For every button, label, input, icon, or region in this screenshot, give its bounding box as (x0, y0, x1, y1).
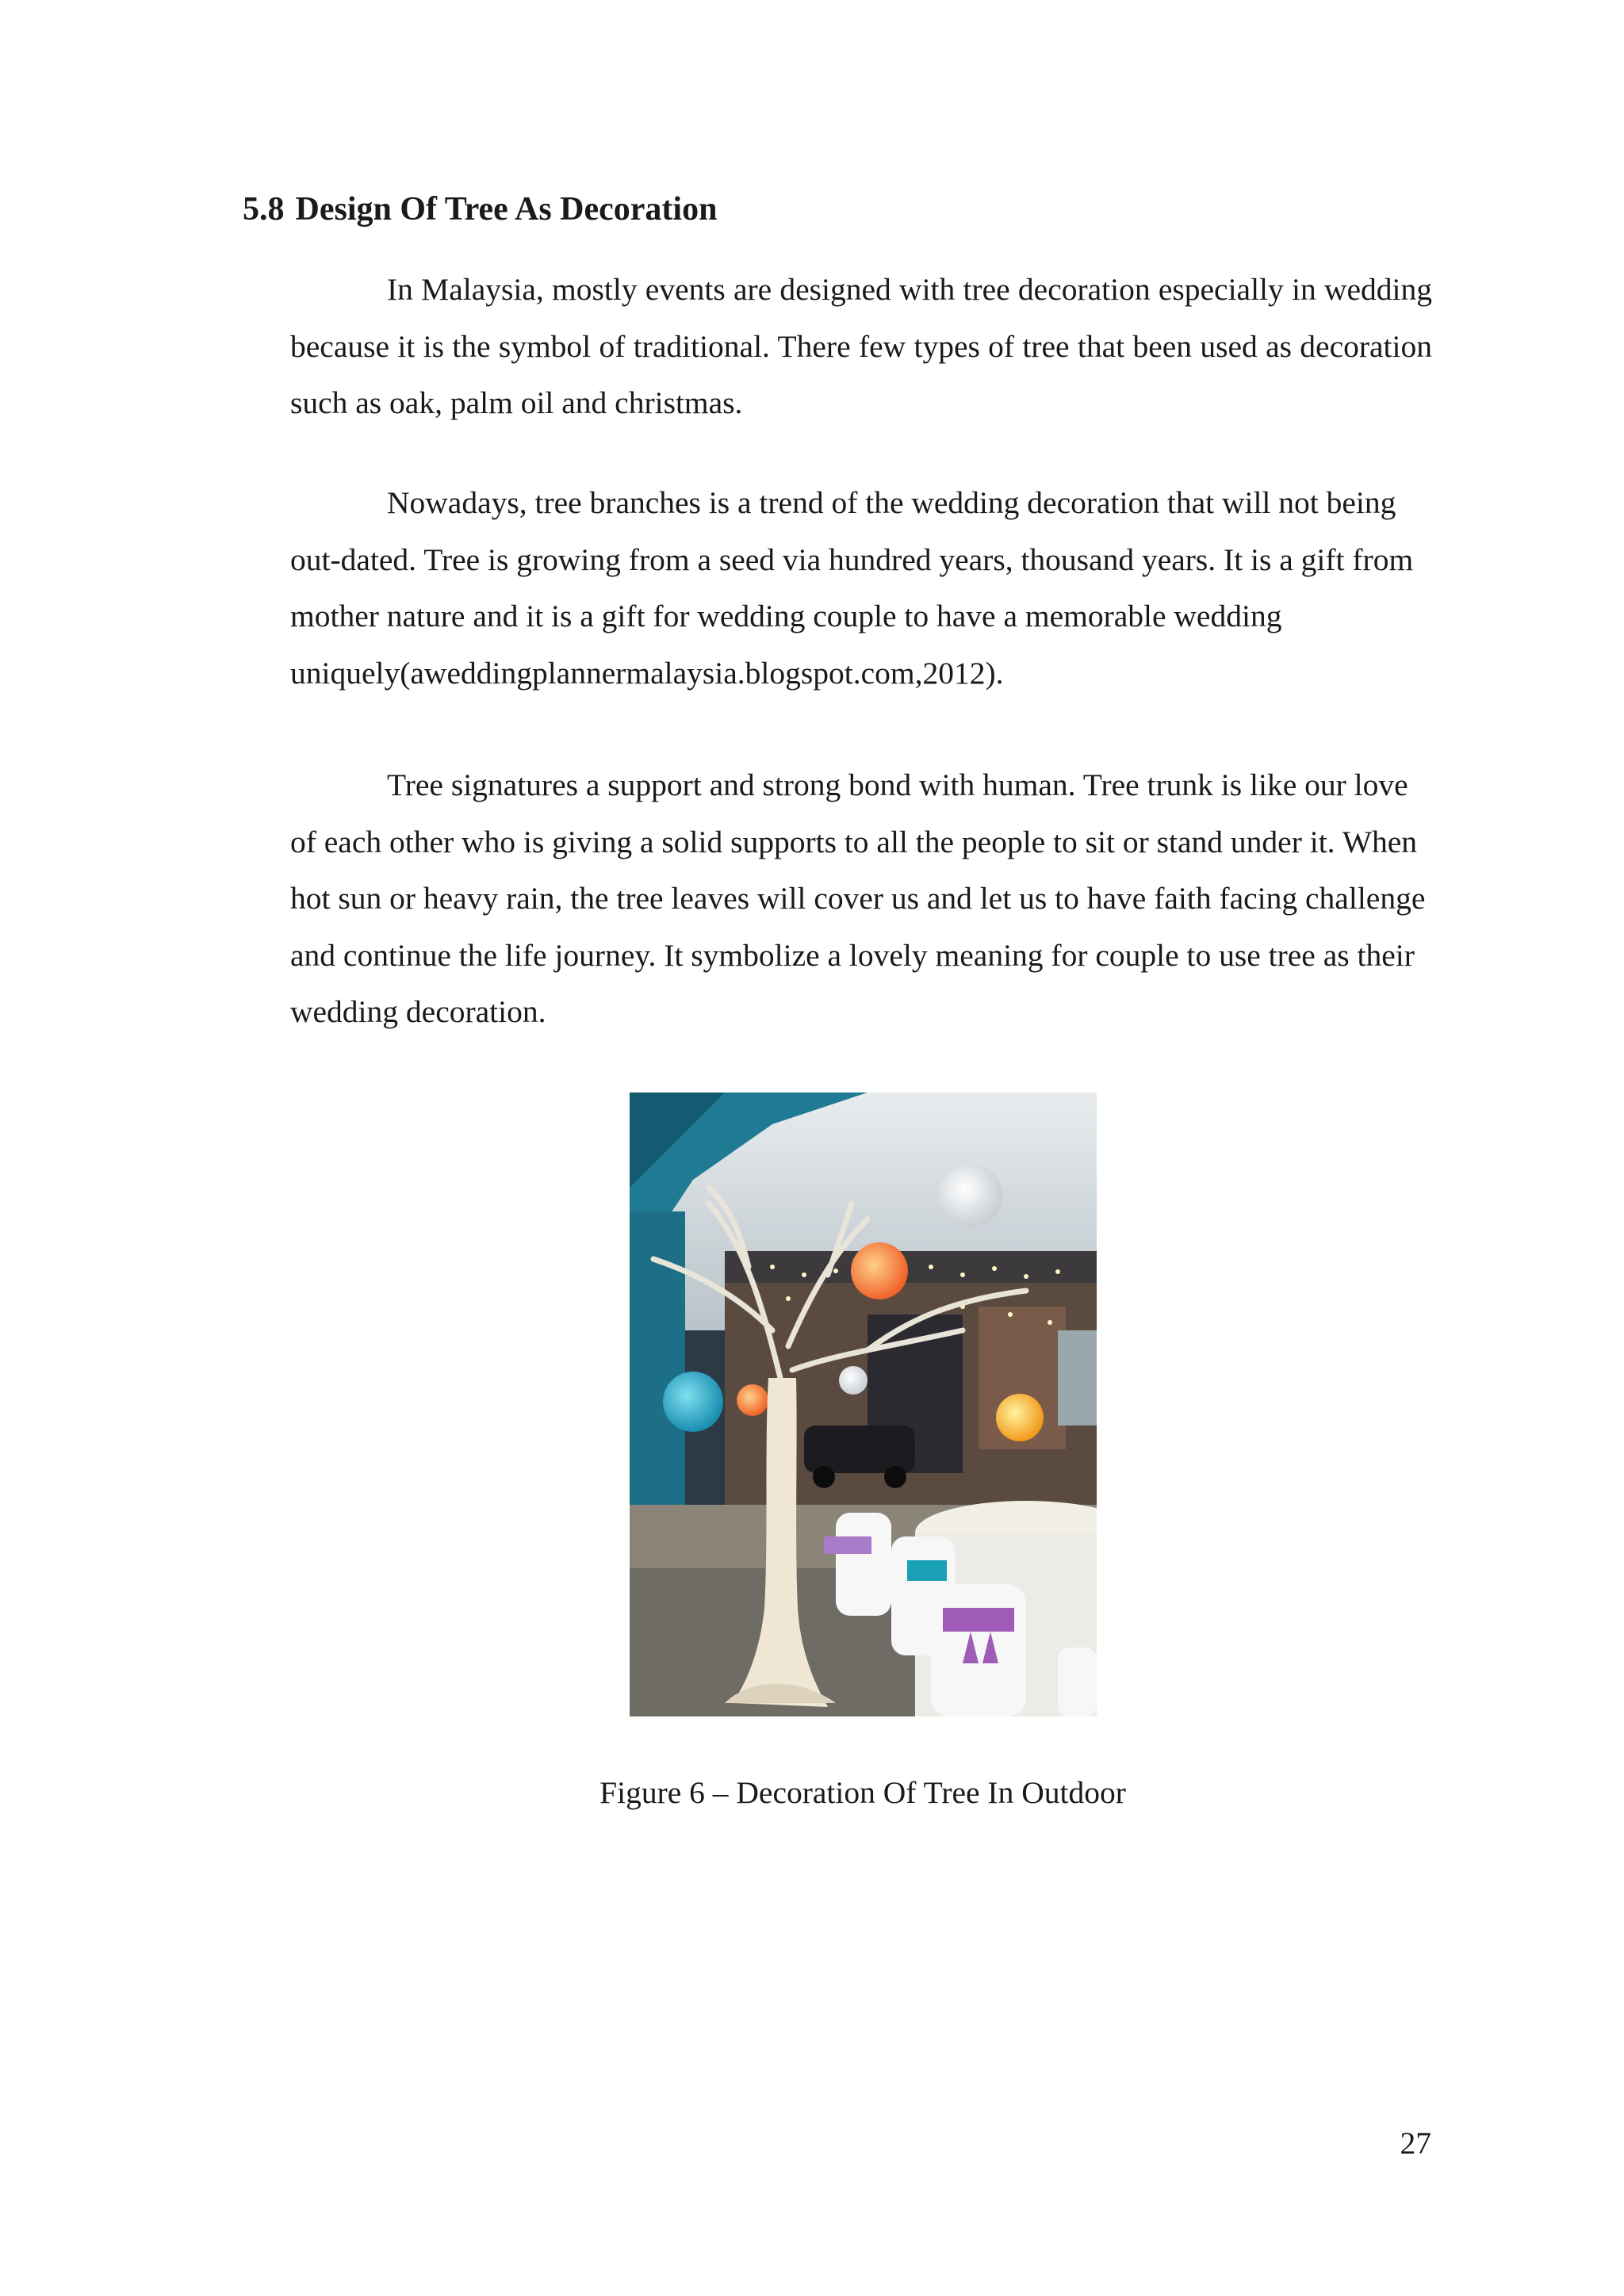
section-heading (243, 190, 717, 228)
figure-caption: Figure 6 – Decoration Of Tree In Outdoor (599, 1775, 1126, 1810)
paragraph-2: Nowadays, tree branches is a trend of the wedding decoration that will not being out-dated. Tree is growing from a seed via hundred years, thousand years. It is a gift from mother nature and it is a gift for wedding couple to have a memorable wedding uniquely(aweddingplannermalaysia.blogspot.com,2012). (290, 485, 1414, 691)
section-title: Design Of Tree As Decoration (295, 191, 718, 228)
paragraph-3: Tree signatures a support and strong bond with human. Tree trunk is like our love of each other who is giving a solid supports to all the people to sit or stand under it. When hot sun or heavy rain, the tree leaves will cover us and let us to have faith facing challenge and continue the life journey. It symbolize a lovely meaning for couple to use tree as their wedding decoration. (290, 767, 1426, 1029)
page-number: 27 (1400, 2126, 1431, 2160)
section-number: 5.8 (243, 191, 285, 228)
paragraph-1: In Malaysia, mostly events are designed with tree decoration especially in wedding because it is the symbol of traditional. There few types of tree that been used as decoration such as oak, palm oil and christmas. (290, 272, 1432, 420)
tree-decoration-photo (630, 1093, 1097, 1716)
figure-photo (630, 1093, 1097, 1716)
